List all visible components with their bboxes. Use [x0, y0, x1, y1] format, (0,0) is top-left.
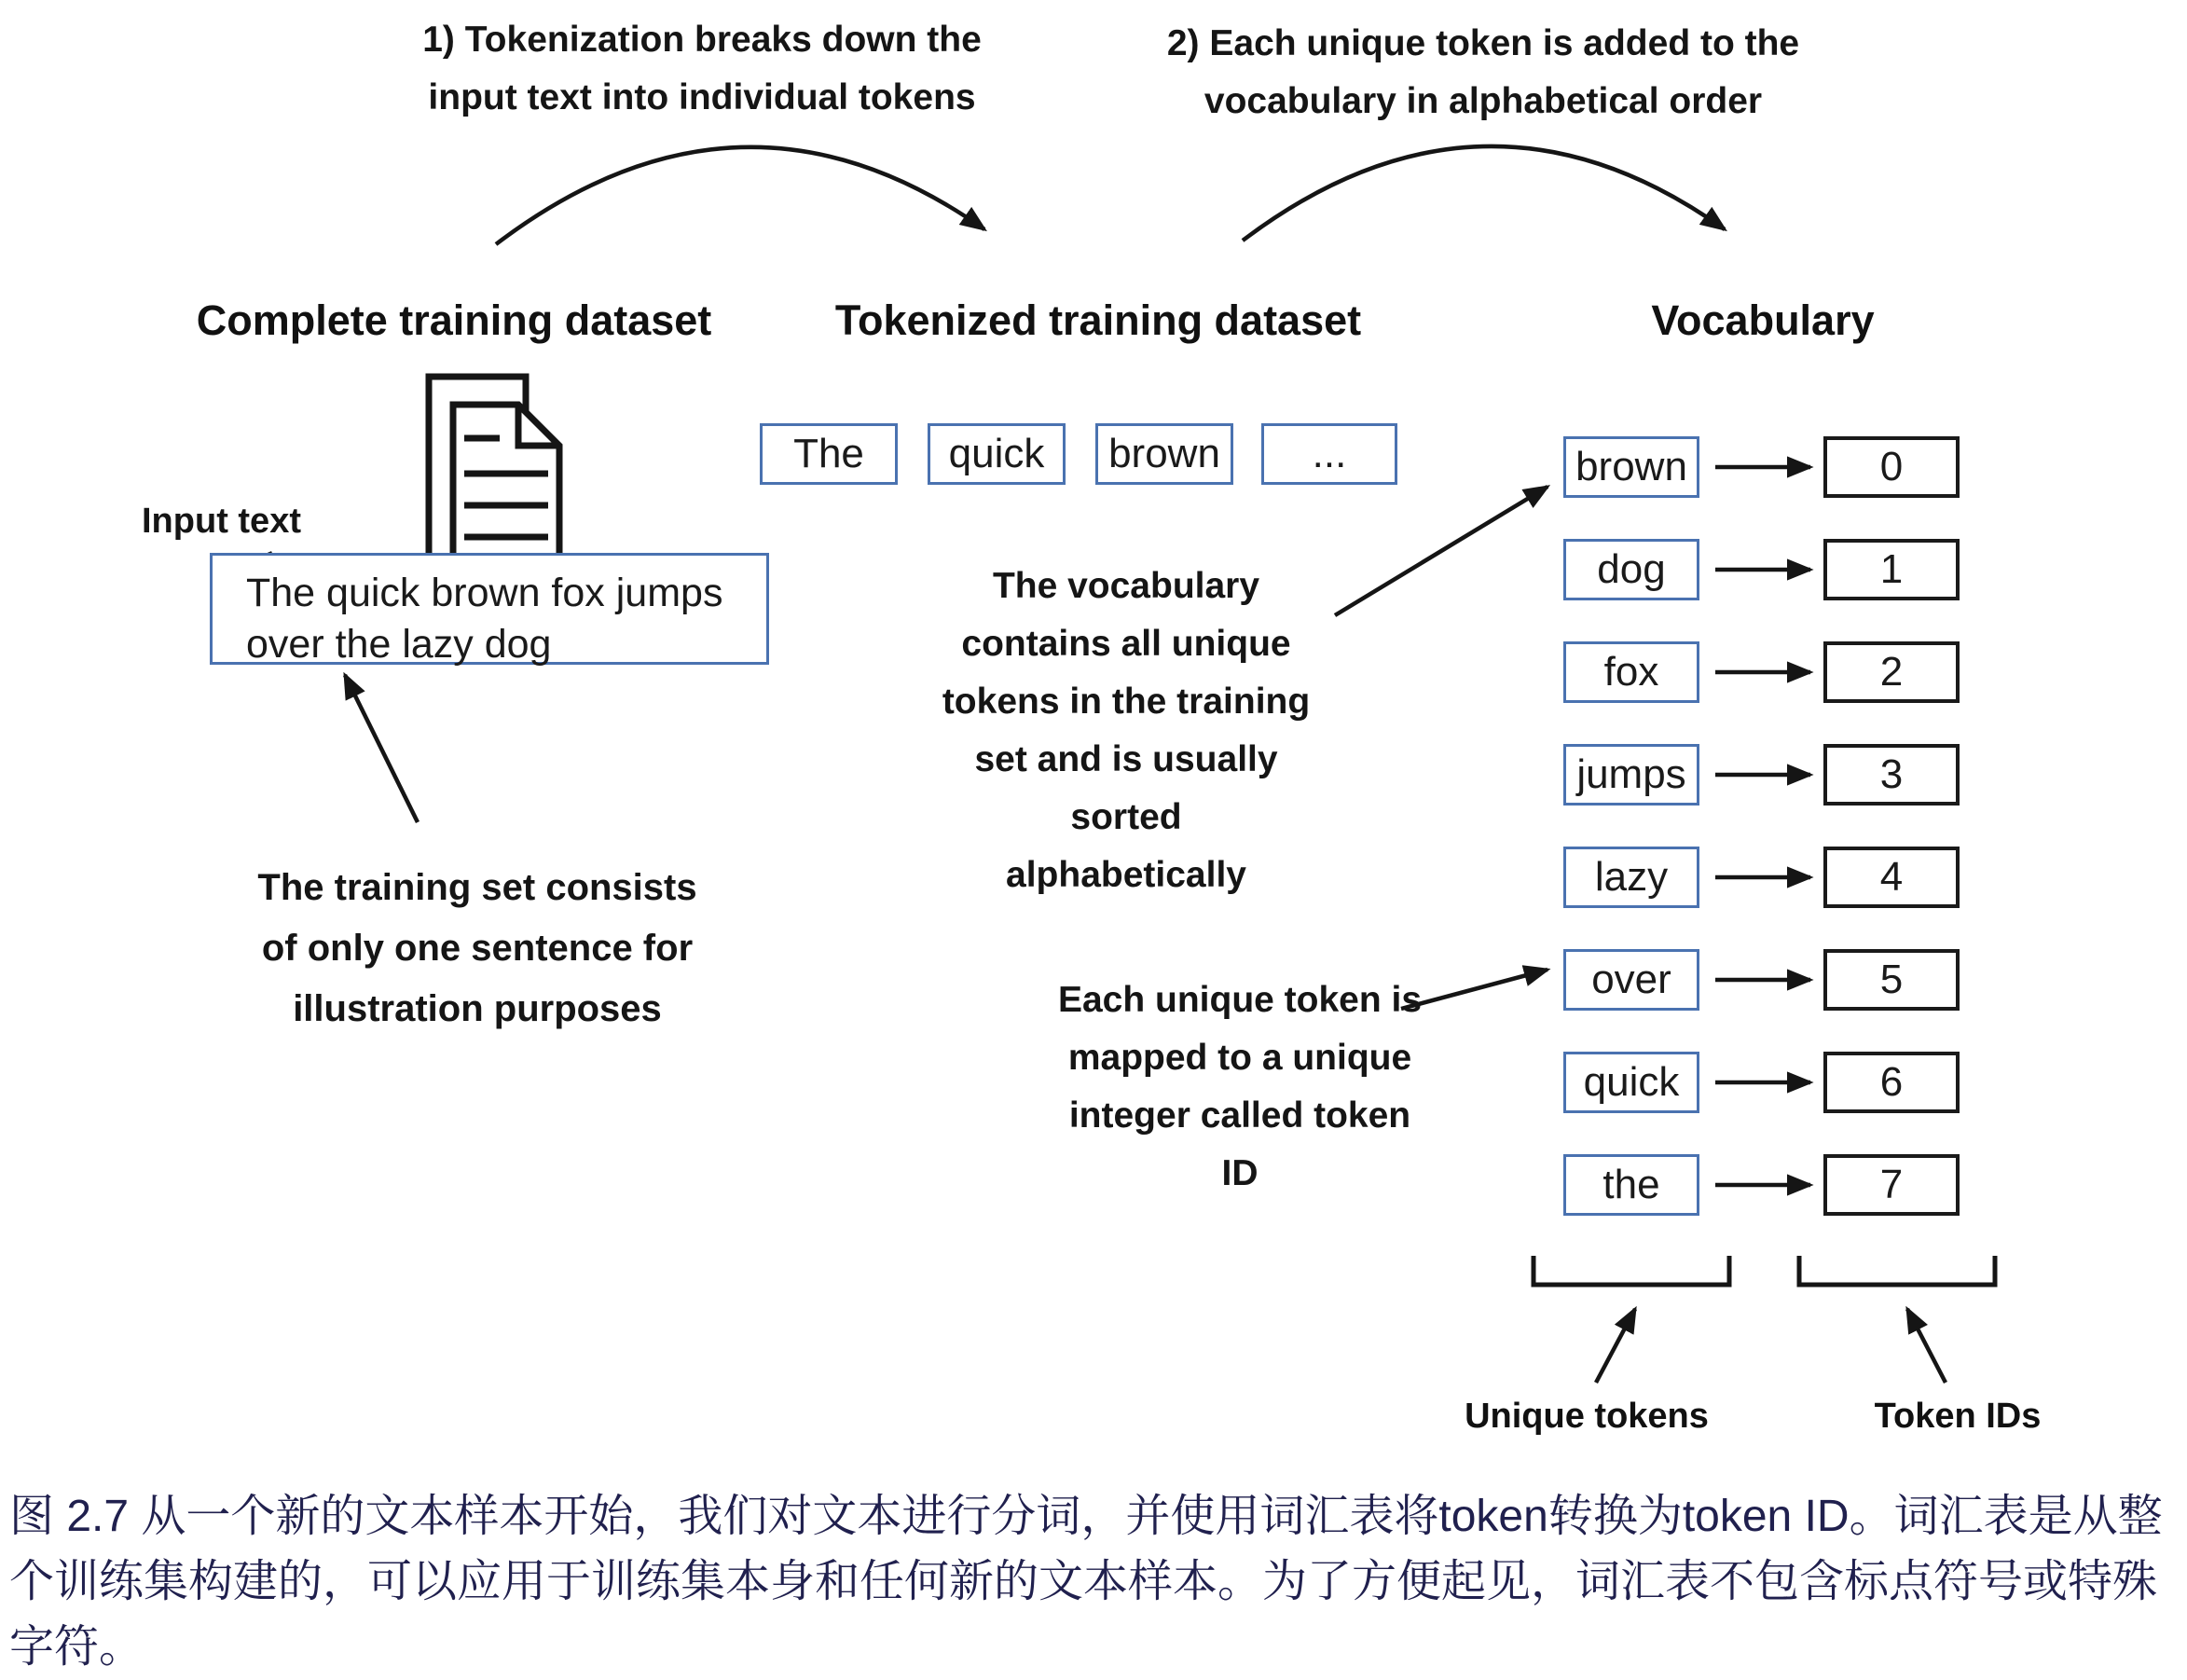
- vocabulary-note-line: alphabetically: [1006, 855, 1246, 895]
- vocab-id-box: 2: [1823, 641, 1960, 703]
- step2-line1: 2) Each unique token is added to the: [1166, 23, 1800, 63]
- step1-annotation: [422, 11, 982, 127]
- token-id-note-line: mapped to a unique: [1067, 1038, 1412, 1078]
- vocab-note-arrow: [1335, 487, 1547, 615]
- figure-caption: [9, 1484, 2163, 1680]
- vocab-id-box: 3: [1823, 744, 1960, 806]
- vocab-token-box: brown: [1563, 436, 1699, 498]
- vocab-token-box: lazy: [1563, 847, 1699, 908]
- training-set-note-line: illustration purposes: [293, 988, 662, 1029]
- vocabulary-note-line: The vocabulary: [992, 566, 1260, 606]
- step1-line1: 1) Tokenization breaks down the: [422, 20, 982, 60]
- unique-tokens-label: Unique tokens: [1465, 1397, 1709, 1436]
- token-id-note-line: integer called token: [1068, 1095, 1411, 1136]
- vocab-token-box: the: [1563, 1154, 1699, 1216]
- input-sentence-line1: The quick brown fox jumps: [246, 571, 723, 615]
- token-ids-arrow: [1907, 1309, 1946, 1383]
- vocabulary-note-line: tokens in the training: [942, 682, 1311, 722]
- header-vocabulary: Vocabulary: [1651, 296, 1875, 344]
- vocab-id-box: 0: [1823, 436, 1960, 498]
- vocab-token-box: over: [1563, 949, 1699, 1011]
- token-id-note-line: ID: [1221, 1153, 1259, 1193]
- caption-line2: 个训练集构建的，可以应用于训练集本身和任何新的文本样本。为了方便起见，词汇表不包含标点符号或特殊: [9, 1557, 2158, 1606]
- vocab-id-box: 4: [1823, 847, 1960, 908]
- token-box: The: [760, 423, 898, 485]
- input-sentence-box: [210, 553, 769, 665]
- vocabulary-note-line: contains all unique: [961, 624, 1291, 664]
- header-complete-training-dataset: Complete training dataset: [196, 296, 712, 344]
- token-box: quick: [928, 423, 1066, 485]
- vocab-token-box: quick: [1563, 1052, 1699, 1113]
- training-note-arrow: [345, 675, 418, 822]
- token-box-ellipsis: ...: [1261, 423, 1397, 485]
- step1-line2: input text into individual tokens: [428, 77, 976, 117]
- input-sentence-line2: over the lazy dog: [246, 622, 552, 667]
- vocab-id-box: 7: [1823, 1154, 1960, 1216]
- caption-line1: 图 2.7 从一个新的文本样本开始，我们对文本进行分词，并使用词汇表将token转换为token ID。词汇表是从整: [9, 1492, 2163, 1541]
- step2-curved-arrow: [1243, 146, 1725, 241]
- token-id-note-arrow: [1401, 970, 1547, 1009]
- token-ids-label: Token IDs: [1874, 1397, 2042, 1436]
- unique-tokens-bracket: [1534, 1256, 1729, 1285]
- unique-tokens-arrow: [1596, 1309, 1635, 1383]
- token-id-note: [1058, 971, 1422, 1203]
- input-text-label: Input text: [142, 502, 301, 541]
- token-box: brown: [1095, 423, 1233, 485]
- step1-curved-arrow: [496, 147, 984, 244]
- caption-line3: 字符。: [9, 1622, 144, 1672]
- vocab-id-box: 6: [1823, 1052, 1960, 1113]
- vocab-id-box: 1: [1823, 539, 1960, 600]
- step2-line2: vocabulary in alphabetical order: [1204, 81, 1763, 121]
- vocab-token-box: fox: [1563, 641, 1699, 703]
- training-set-note: [257, 858, 696, 1040]
- vocabulary-note-line: set and is usually: [974, 739, 1278, 779]
- vocab-id-box: 5: [1823, 949, 1960, 1011]
- training-set-note-line: The training set consists: [257, 867, 697, 908]
- header-tokenized-training-dataset: Tokenized training dataset: [834, 296, 1362, 344]
- token-ids-bracket: [1799, 1256, 1995, 1285]
- training-set-note-line: of only one sentence for: [261, 928, 694, 969]
- vocab-token-box: dog: [1563, 539, 1699, 600]
- vocabulary-note-line: sorted: [1070, 797, 1182, 837]
- vocab-token-box: jumps: [1563, 744, 1699, 806]
- vocabulary-note: [942, 558, 1310, 904]
- token-id-note-line: Each unique token is: [1057, 980, 1423, 1020]
- step2-annotation: [1167, 15, 1799, 131]
